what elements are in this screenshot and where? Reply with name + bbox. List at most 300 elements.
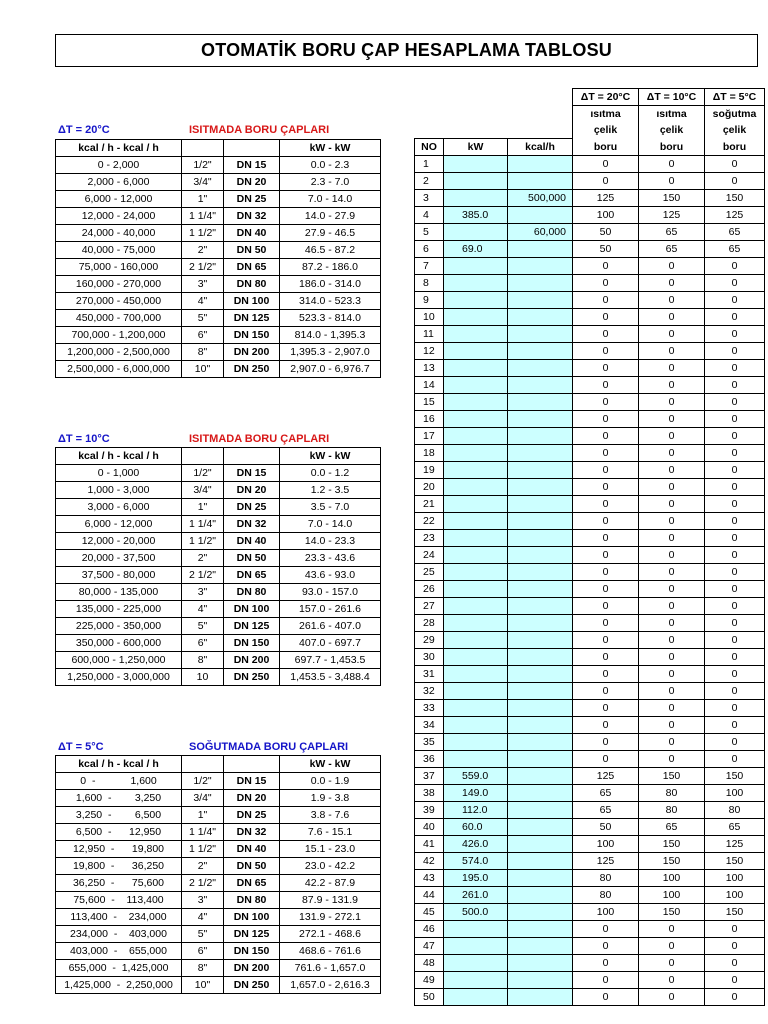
row-number: 50 (415, 989, 444, 1006)
kw-input[interactable] (444, 343, 508, 360)
row-number: 48 (415, 955, 444, 972)
kcal-input[interactable] (508, 955, 573, 972)
row-number: 33 (415, 700, 444, 717)
row-number: 23 (415, 530, 444, 547)
row-number: 20 (415, 479, 444, 496)
pipe-size-result: 0 (573, 411, 639, 428)
table-row (415, 241, 765, 258)
section-3-subtitle: SOĞUTMADA BORU ÇAPLARI (189, 741, 349, 753)
table-row (415, 224, 765, 241)
table-cell: 36,250 - 75,600 (56, 875, 182, 892)
table-row (415, 496, 765, 513)
kcal-input[interactable] (508, 513, 573, 530)
table-cell: DN 100 (224, 909, 280, 926)
kcal-input[interactable] (508, 343, 573, 360)
table-cell: 1.2 - 3.5 (280, 482, 381, 499)
kw-input[interactable]: 60.0 (444, 819, 508, 836)
pipe-size-result: 0 (639, 428, 705, 445)
table-cell: DN 80 (224, 276, 280, 293)
kw-input[interactable]: 69.0 (444, 241, 508, 258)
table-row (56, 960, 381, 977)
table-row (415, 547, 765, 564)
pipe-size-result: 0 (639, 955, 705, 972)
kcal-input[interactable] (508, 904, 573, 921)
kw-input[interactable] (444, 972, 508, 989)
table-row (415, 955, 765, 972)
kcal-input[interactable] (508, 326, 573, 343)
pipe-size-result: 0 (639, 530, 705, 547)
kcal-input[interactable] (508, 887, 573, 904)
table-row (56, 601, 381, 618)
pipe-size-result: 125 (639, 207, 705, 224)
pipe-size-result: 100 (573, 904, 639, 921)
pipe-size-result: 0 (705, 989, 765, 1006)
kw-input[interactable] (444, 224, 508, 241)
table-cell: 37,500 - 80,000 (56, 567, 182, 584)
pipe-size-result: 100 (705, 887, 765, 904)
table-row (415, 768, 765, 785)
pipe-size-result: 0 (573, 462, 639, 479)
table-cell: 1,200,000 - 2,500,000 (56, 344, 182, 361)
pipe-size-result: 0 (573, 156, 639, 173)
pipe-size-result: 150 (639, 904, 705, 921)
kcal-input[interactable] (508, 530, 573, 547)
pipe-size-result: 125 (573, 853, 639, 870)
table-row (56, 875, 381, 892)
table-row (56, 618, 381, 635)
pipe-size-result: 0 (639, 360, 705, 377)
table-row (415, 258, 765, 275)
table-cell: DN 125 (224, 618, 280, 635)
kw-input[interactable]: 426.0 (444, 836, 508, 853)
table-cell: DN 32 (224, 208, 280, 225)
kcal-input[interactable] (508, 411, 573, 428)
pipe-size-result: 0 (639, 411, 705, 428)
pipe-size-result: 0 (639, 547, 705, 564)
table-row (56, 550, 381, 567)
kcal-input[interactable] (508, 700, 573, 717)
kw-input[interactable] (444, 598, 508, 615)
table-row (415, 921, 765, 938)
pipe-size-result: 0 (705, 326, 765, 343)
table-row (415, 462, 765, 479)
pipe-table-heating-20 (55, 139, 381, 378)
table-cell: 23.3 - 43.6 (280, 550, 381, 567)
table-cell: 523.3 - 814.0 (280, 310, 381, 327)
pipe-size-result: 0 (705, 666, 765, 683)
kcal-input[interactable] (508, 921, 573, 938)
kcal-input[interactable] (508, 275, 573, 292)
table-cell: 2 1/2" (182, 875, 224, 892)
pipe-size-result: 100 (573, 836, 639, 853)
pipe-size-result: 150 (705, 768, 765, 785)
kcal-input[interactable] (508, 292, 573, 309)
table-cell: 2,000 - 6,000 (56, 174, 182, 191)
kw-input[interactable] (444, 734, 508, 751)
table-cell: DN 250 (224, 669, 280, 686)
row-number: 18 (415, 445, 444, 462)
kcal-input[interactable] (508, 547, 573, 564)
table-row (56, 327, 381, 344)
pipe-table-cooling-5 (55, 755, 381, 994)
pipe-size-result: 0 (705, 564, 765, 581)
table-cell: 4" (182, 601, 224, 618)
table-row (415, 836, 765, 853)
kcal-input[interactable] (508, 479, 573, 496)
table-cell: 270,000 - 450,000 (56, 293, 182, 310)
kw-input[interactable] (444, 496, 508, 513)
kcal-input[interactable] (508, 802, 573, 819)
pipe-size-result: 80 (573, 887, 639, 904)
kw-input[interactable]: 261.0 (444, 887, 508, 904)
kw-input[interactable] (444, 428, 508, 445)
row-number: 26 (415, 581, 444, 598)
table-cell: 0 - 2,000 (56, 157, 182, 174)
table-cell: 10 (182, 669, 224, 686)
column-header (182, 448, 224, 465)
pipe-size-result: 150 (639, 768, 705, 785)
kw-input[interactable]: 195.0 (444, 870, 508, 887)
pipe-size-result: 125 (705, 207, 765, 224)
kcal-input[interactable] (508, 496, 573, 513)
table-row (56, 909, 381, 926)
column-header: kcal/h (508, 139, 573, 156)
kcal-input[interactable] (508, 734, 573, 751)
kw-input[interactable] (444, 751, 508, 768)
row-number: 32 (415, 683, 444, 700)
table-cell: DN 15 (224, 157, 280, 174)
pipe-size-result: 0 (705, 394, 765, 411)
table-row (56, 669, 381, 686)
table-row (415, 156, 765, 173)
table-cell: DN 50 (224, 858, 280, 875)
row-number: 49 (415, 972, 444, 989)
kcal-input[interactable] (508, 598, 573, 615)
pipe-size-result: 0 (639, 394, 705, 411)
table-cell: 2 1/2" (182, 567, 224, 584)
pipe-size-result: 0 (705, 292, 765, 309)
table-cell: 23.0 - 42.2 (280, 858, 381, 875)
sub-header: çelik (705, 122, 765, 139)
kcal-input[interactable]: 60,000 (508, 224, 573, 241)
kw-input[interactable] (444, 173, 508, 190)
table-row (415, 394, 765, 411)
pipe-size-result: 0 (705, 547, 765, 564)
row-number: 36 (415, 751, 444, 768)
pipe-size-result: 80 (639, 802, 705, 819)
section-2-subtitle: ISITMADA BORU ÇAPLARI (189, 433, 330, 445)
kw-input[interactable] (444, 921, 508, 938)
pipe-size-result: 0 (573, 275, 639, 292)
table-cell: 3,250 - 6,500 (56, 807, 182, 824)
table-row (415, 734, 765, 751)
kw-input[interactable]: 559.0 (444, 768, 508, 785)
table-cell: 135,000 - 225,000 (56, 601, 182, 618)
kw-input[interactable] (444, 462, 508, 479)
table-cell: 24,000 - 40,000 (56, 225, 182, 242)
table-cell: 6,000 - 12,000 (56, 516, 182, 533)
kcal-input[interactable] (508, 683, 573, 700)
kcal-input[interactable] (508, 615, 573, 632)
kw-input[interactable] (444, 360, 508, 377)
table-cell: 87.2 - 186.0 (280, 259, 381, 276)
table-cell: 27.9 - 46.5 (280, 225, 381, 242)
kw-input[interactable] (444, 326, 508, 343)
kcal-input[interactable] (508, 428, 573, 445)
column-header: kcal / h - kcal / h (56, 140, 182, 157)
table-row (56, 892, 381, 909)
kcal-input[interactable] (508, 649, 573, 666)
table-cell: 3.8 - 7.6 (280, 807, 381, 824)
table-cell: 1/2" (182, 465, 224, 482)
kw-input[interactable]: 574.0 (444, 853, 508, 870)
kw-input[interactable] (444, 394, 508, 411)
pipe-size-result: 100 (573, 207, 639, 224)
kcal-input[interactable] (508, 241, 573, 258)
table-cell: 1/2" (182, 157, 224, 174)
kw-input[interactable] (444, 190, 508, 207)
column-header: kW (444, 139, 508, 156)
table-row (415, 904, 765, 921)
row-number: 35 (415, 734, 444, 751)
pipe-size-result: 0 (705, 156, 765, 173)
table-cell: DN 50 (224, 550, 280, 567)
kcal-input[interactable] (508, 581, 573, 598)
table-cell: 3" (182, 892, 224, 909)
kw-input[interactable] (444, 632, 508, 649)
table-row (415, 530, 765, 547)
kw-input[interactable] (444, 156, 508, 173)
table-row (56, 824, 381, 841)
table-row (415, 173, 765, 190)
section-3-delta: ΔT = 5°C (58, 741, 104, 753)
pipe-size-result: 150 (705, 853, 765, 870)
kcal-input[interactable] (508, 751, 573, 768)
row-number: 13 (415, 360, 444, 377)
table-row (415, 989, 765, 1006)
table-row (415, 309, 765, 326)
pipe-size-result: 0 (639, 598, 705, 615)
table-cell: 407.0 - 697.7 (280, 635, 381, 652)
table-row (415, 411, 765, 428)
kcal-input[interactable] (508, 258, 573, 275)
kcal-input[interactable] (508, 870, 573, 887)
pipe-size-result: 0 (639, 445, 705, 462)
page-title: OTOMATİK BORU ÇAP HESAPLAMA TABLOSU (55, 34, 758, 67)
table-row (415, 853, 765, 870)
pipe-size-result: 0 (639, 513, 705, 530)
kcal-input[interactable] (508, 462, 573, 479)
table-cell: 0.0 - 1.2 (280, 465, 381, 482)
kw-input[interactable] (444, 513, 508, 530)
table-row (56, 567, 381, 584)
row-number: 44 (415, 887, 444, 904)
kw-input[interactable] (444, 479, 508, 496)
table-cell: 700,000 - 1,200,000 (56, 327, 182, 344)
kcal-input[interactable] (508, 938, 573, 955)
pipe-size-result: 0 (639, 326, 705, 343)
pipe-size-result: 0 (573, 921, 639, 938)
kcal-input[interactable]: 500,000 (508, 190, 573, 207)
pipe-size-result: 0 (573, 666, 639, 683)
table-cell: DN 150 (224, 943, 280, 960)
kw-input[interactable] (444, 292, 508, 309)
table-cell: 2" (182, 858, 224, 875)
pipe-size-result: 0 (573, 479, 639, 496)
pipe-size-result: 0 (705, 411, 765, 428)
table-header-row (56, 448, 381, 465)
kw-input[interactable] (444, 530, 508, 547)
table-row (56, 858, 381, 875)
row-number: 38 (415, 785, 444, 802)
kcal-input[interactable] (508, 156, 573, 173)
kw-input[interactable] (444, 564, 508, 581)
table-row (415, 479, 765, 496)
pipe-size-result: 0 (705, 717, 765, 734)
kcal-input[interactable] (508, 989, 573, 1006)
kcal-input[interactable] (508, 666, 573, 683)
kw-input[interactable] (444, 717, 508, 734)
table-cell: DN 150 (224, 635, 280, 652)
blank-cell (415, 106, 573, 123)
kw-input[interactable] (444, 700, 508, 717)
table-cell: 43.6 - 93.0 (280, 567, 381, 584)
kw-input[interactable] (444, 615, 508, 632)
kcal-input[interactable] (508, 836, 573, 853)
pipe-size-result: 65 (639, 224, 705, 241)
table-cell: 5" (182, 926, 224, 943)
kcal-input[interactable] (508, 717, 573, 734)
kw-input[interactable] (444, 445, 508, 462)
table-cell: 814.0 - 1,395.3 (280, 327, 381, 344)
table-cell: 2,907.0 - 6,976.7 (280, 361, 381, 378)
pipe-size-result: 0 (705, 751, 765, 768)
kcal-input[interactable] (508, 445, 573, 462)
table-cell: 15.1 - 23.0 (280, 841, 381, 858)
table-cell: DN 65 (224, 875, 280, 892)
kcal-input[interactable] (508, 377, 573, 394)
row-number: 2 (415, 173, 444, 190)
kcal-input[interactable] (508, 853, 573, 870)
pipe-size-result: 0 (639, 666, 705, 683)
pipe-size-result: 0 (573, 751, 639, 768)
pipe-size-result: 0 (573, 598, 639, 615)
row-number: 34 (415, 717, 444, 734)
pipe-size-result: 65 (639, 241, 705, 258)
kcal-input[interactable] (508, 309, 573, 326)
pipe-size-result: 100 (705, 785, 765, 802)
table-cell: 1" (182, 499, 224, 516)
kcal-input[interactable] (508, 768, 573, 785)
table-cell: 1,250,000 - 3,000,000 (56, 669, 182, 686)
kw-input[interactable]: 112.0 (444, 802, 508, 819)
table-row (415, 683, 765, 700)
pipe-size-result: 0 (639, 921, 705, 938)
table-cell: DN 150 (224, 327, 280, 344)
pipe-size-result: 0 (639, 632, 705, 649)
row-number: 19 (415, 462, 444, 479)
kw-input[interactable] (444, 938, 508, 955)
pipe-size-result: 0 (705, 309, 765, 326)
kw-input[interactable] (444, 275, 508, 292)
kw-input[interactable]: 149.0 (444, 785, 508, 802)
table-row (56, 242, 381, 259)
table-cell: 160,000 - 270,000 (56, 276, 182, 293)
section-1-delta: ΔT = 20°C (58, 124, 110, 136)
kcal-input[interactable] (508, 394, 573, 411)
pipe-size-result: 0 (705, 258, 765, 275)
kw-input[interactable] (444, 989, 508, 1006)
column-header: kW - kW (280, 140, 381, 157)
column-header (224, 756, 280, 773)
pipe-size-result: 0 (705, 955, 765, 972)
kw-input[interactable] (444, 309, 508, 326)
table-row (415, 751, 765, 768)
kw-input[interactable] (444, 547, 508, 564)
table-row (56, 361, 381, 378)
table-cell: 234,000 - 403,000 (56, 926, 182, 943)
kw-input[interactable]: 385.0 (444, 207, 508, 224)
pipe-size-result: 0 (705, 649, 765, 666)
kw-input[interactable] (444, 258, 508, 275)
table-cell: 186.0 - 314.0 (280, 276, 381, 293)
kw-input[interactable] (444, 683, 508, 700)
table-cell: 697.7 - 1,453.5 (280, 652, 381, 669)
pipe-size-result: 50 (573, 224, 639, 241)
pipe-size-result: 0 (705, 700, 765, 717)
pipe-size-result: 0 (573, 581, 639, 598)
kcal-input[interactable] (508, 173, 573, 190)
kw-input[interactable] (444, 411, 508, 428)
kcal-input[interactable] (508, 972, 573, 989)
kcal-input[interactable] (508, 207, 573, 224)
blank-cell (415, 89, 573, 106)
kcal-input[interactable] (508, 819, 573, 836)
pipe-size-result: 0 (573, 258, 639, 275)
kw-input[interactable] (444, 377, 508, 394)
row-number: 8 (415, 275, 444, 292)
table-header-row (56, 140, 381, 157)
row-number: 4 (415, 207, 444, 224)
table-cell: 3/4" (182, 174, 224, 191)
kw-input[interactable] (444, 955, 508, 972)
table-row (415, 802, 765, 819)
kcal-input[interactable] (508, 632, 573, 649)
table-cell: 75,000 - 160,000 (56, 259, 182, 276)
sub-header: çelik (639, 122, 705, 139)
row-number: 27 (415, 598, 444, 615)
table-row (56, 482, 381, 499)
pipe-size-result: 100 (639, 870, 705, 887)
table-row (56, 652, 381, 669)
kcal-input[interactable] (508, 360, 573, 377)
table-cell: 1,600 - 3,250 (56, 790, 182, 807)
row-number: 25 (415, 564, 444, 581)
kw-input[interactable] (444, 649, 508, 666)
pipe-size-result: 0 (705, 377, 765, 394)
kcal-input[interactable] (508, 785, 573, 802)
table-cell: 3" (182, 276, 224, 293)
table-cell: DN 15 (224, 465, 280, 482)
kw-input[interactable]: 500.0 (444, 904, 508, 921)
table-row (56, 790, 381, 807)
kcal-input[interactable] (508, 564, 573, 581)
table-cell: 5" (182, 618, 224, 635)
kw-input[interactable] (444, 666, 508, 683)
kw-input[interactable] (444, 581, 508, 598)
pipe-size-result: 0 (705, 428, 765, 445)
row-number: 17 (415, 428, 444, 445)
